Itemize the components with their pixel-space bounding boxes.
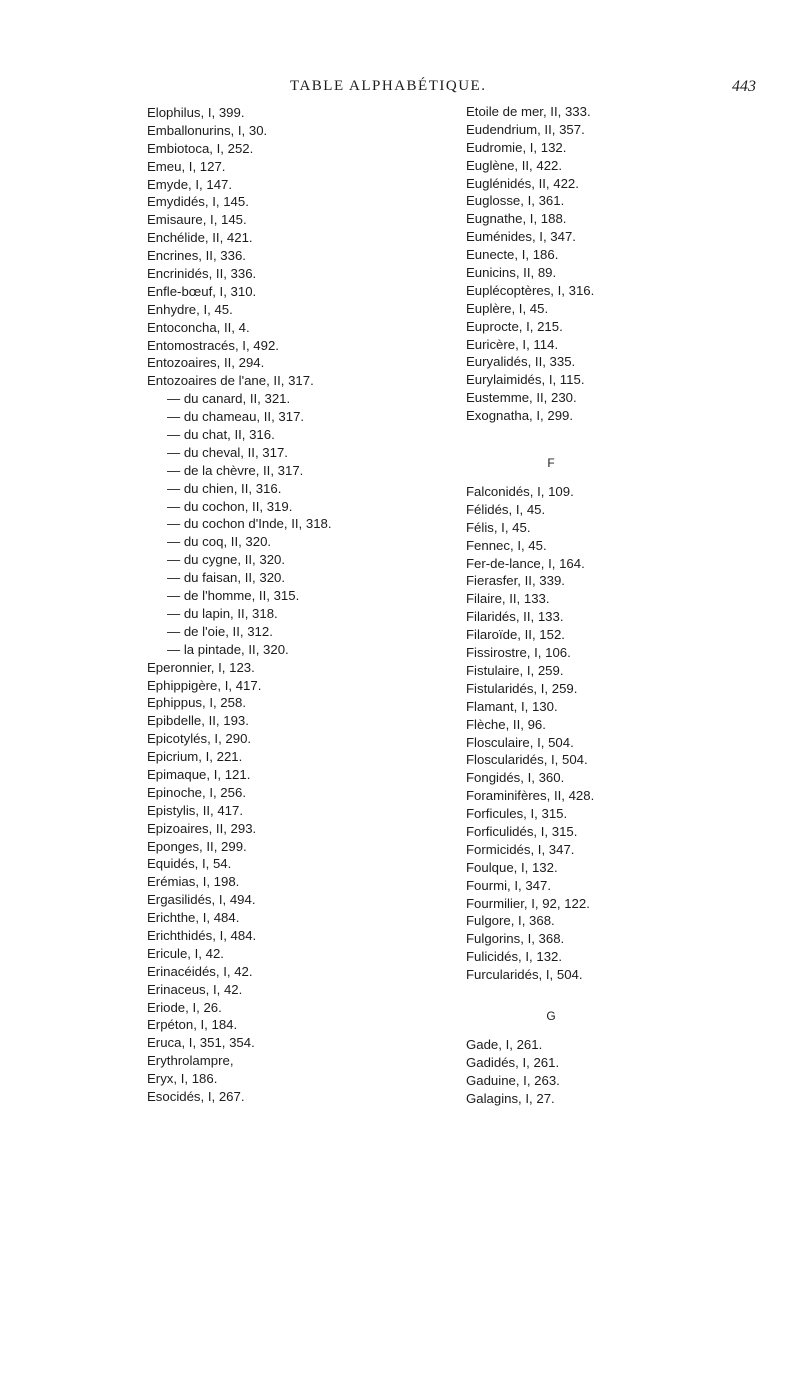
index-entry: Fer-de-lance, I, 164. xyxy=(466,555,585,571)
page-header xyxy=(0,78,800,100)
index-subentry: — la pintade, II, 320. xyxy=(167,641,289,657)
index-entry: Erpéton, I, 184. xyxy=(147,1017,238,1033)
index-entry: Euplère, I, 45. xyxy=(466,300,549,316)
index-entry: Eunicins, II, 89. xyxy=(466,265,557,281)
index-entry: Enfle-bœuf, I, 310. xyxy=(147,283,257,299)
index-entry: Fourmi, I, 347. xyxy=(466,877,552,893)
index-subentry: — de l'oie, II, 312. xyxy=(167,623,273,639)
section-e-entries xyxy=(466,103,636,425)
index-entry: Epistylis, II, 417. xyxy=(147,802,244,818)
index-entry: Ephippus, I, 258. xyxy=(147,695,246,711)
index-entry: Foulque, I, 132. xyxy=(466,859,558,875)
index-entry: Etoile de mer, II, 333. xyxy=(466,104,591,119)
index-entry: Filaire, II, 133. xyxy=(466,591,550,607)
section-g-entries xyxy=(466,1036,636,1108)
index-entry: Félidés, I, 45. xyxy=(466,501,546,517)
index-entry: Euglène, II, 422. xyxy=(466,157,563,173)
index-entry: Emeu, I, 127. xyxy=(147,158,226,174)
index-entry: Ericule, I, 42. xyxy=(147,945,224,961)
index-entry: Flosculaire, I, 504. xyxy=(466,734,574,750)
index-subentry: — du chameau, II, 317. xyxy=(167,409,305,425)
section-f-entries xyxy=(466,483,636,984)
index-entry: Erinacéidés, I, 42. xyxy=(147,963,253,979)
index-entry: Forficules, I, 315. xyxy=(466,806,568,822)
index-entry: Furcularidés, I, 504. xyxy=(466,967,583,983)
index-entry: Fulgore, I, 368. xyxy=(466,913,555,929)
index-entry: Euménides, I, 347. xyxy=(466,229,576,245)
index-entry: Euricère, I, 114. xyxy=(466,336,559,352)
index-entry: Epizoaires, II, 293. xyxy=(147,820,257,836)
index-entry: Entozoaires, II, 294. xyxy=(147,355,265,371)
index-entry: Enhydre, I, 45. xyxy=(147,301,233,317)
index-subentry: — du chat, II, 316. xyxy=(167,427,275,443)
index-entry: Exognatha, I, 299. xyxy=(466,408,574,424)
index-entry: Eurylaimidés, I, 115. xyxy=(466,372,585,388)
index-entry: Epinoche, I, 256. xyxy=(147,784,246,800)
index-entry: Emballonurins, I, 30. xyxy=(147,122,268,138)
index-subentry: — du cochon, II, 319. xyxy=(167,498,293,514)
index-entry: Emyde, I, 147. xyxy=(147,176,233,192)
index-entry: Encrinidés, II, 336. xyxy=(147,266,257,282)
index-entry: Epibdelle, II, 193. xyxy=(147,713,249,729)
index-entry: Gade, I, 261. xyxy=(466,1036,543,1052)
index-entry: Euglénidés, II, 422. xyxy=(466,175,579,191)
index-entry: Euglosse, I, 361. xyxy=(466,193,565,209)
index-entry: Ergasilidés, I, 494. xyxy=(147,892,256,908)
index-entry: Erinaceus, I, 42. xyxy=(147,981,243,997)
index-entry: Fennec, I, 45. xyxy=(466,537,547,553)
index-subentry: — du lapin, II, 318. xyxy=(167,605,278,621)
index-entry: Eperonnier, I, 123. xyxy=(147,659,255,675)
index-entry: Eustemme, II, 230. xyxy=(466,390,577,406)
index-entry: Fissirostre, I, 106. xyxy=(466,645,571,661)
index-subentry: — du chien, II, 316. xyxy=(167,480,282,496)
index-entry: Flèche, II, 96. xyxy=(466,716,546,732)
index-subentry: — du canard, II, 321. xyxy=(167,391,291,407)
index-entry: Equidés, I, 54. xyxy=(147,856,232,872)
index-entry: Gaduine, I, 263. xyxy=(466,1072,560,1088)
index-subentry: — de l'homme, II, 315. xyxy=(167,588,300,604)
index-entry: Epimaque, I, 121. xyxy=(147,766,251,782)
index-entry: Foraminifères, II, 428. xyxy=(466,788,595,804)
index-entry: Erichthidés, I, 484. xyxy=(147,927,257,943)
index-subentry: — de la chèvre, II, 317. xyxy=(167,462,304,478)
index-entry: Filaroïde, II, 152. xyxy=(466,627,565,643)
index-subentry: — du coq, II, 320. xyxy=(167,534,272,550)
index-entry: Floscularidés, I, 504. xyxy=(466,752,588,768)
index-entry: Elophilus, I, 399. xyxy=(147,105,245,120)
index-entry: Galagins, I, 27. xyxy=(466,1090,555,1106)
index-entry: Fourmilier, I, 92, 122. xyxy=(466,895,590,911)
page-number: 443 xyxy=(732,78,756,95)
index-entry: Eponges, II, 299. xyxy=(147,838,247,854)
index-column-left xyxy=(147,104,332,1106)
index-entry: Formicidés, I, 347. xyxy=(466,841,575,857)
index-entry: Euryalidés, II, 335. xyxy=(466,354,576,370)
index-entry: Eriode, I, 26. xyxy=(147,999,222,1015)
index-entry: Euprocte, I, 215. xyxy=(466,318,563,334)
index-entry: Erichthe, I, 484. xyxy=(147,910,240,926)
index-subentry: — du cheval, II, 317. xyxy=(167,444,288,460)
index-entry: Fulicidés, I, 132. xyxy=(466,949,563,965)
index-entry: Fongidés, I, 360. xyxy=(466,770,565,786)
index-entry: Ephippigère, I, 417. xyxy=(147,677,262,693)
index-entry: Entomostracés, I, 492. xyxy=(147,337,279,353)
index-entry: Eugnathe, I, 188. xyxy=(466,211,567,227)
index-entry: Fistulaire, I, 259. xyxy=(466,662,564,678)
section-letter-g: G xyxy=(546,1008,556,1023)
index-entry: Fistularidés, I, 259. xyxy=(466,680,578,696)
index-subentry: — du cygne, II, 320. xyxy=(167,552,286,568)
index-entry: Epicotylés, I, 290. xyxy=(147,731,252,747)
index-entry: Embiotoca, I, 252. xyxy=(147,140,254,156)
index-entry: Fulgorins, I, 368. xyxy=(466,931,565,947)
index-entry: Erémias, I, 198. xyxy=(147,874,240,890)
index-column-right xyxy=(466,103,636,1108)
index-entry: Forficulidés, I, 315. xyxy=(466,823,578,839)
index-subentry: — du cochon d'Inde, II, 318. xyxy=(167,516,332,532)
index-subentry: — du faisan, II, 320. xyxy=(167,570,286,586)
index-entry: Eudromie, I, 132. xyxy=(466,139,567,155)
index-entry: Enchélide, II, 421. xyxy=(147,230,253,246)
index-entry: Falconidés, I, 109. xyxy=(466,484,574,500)
index-entry: Félis, I, 45. xyxy=(466,519,531,535)
index-entry: Eudendrium, II, 357. xyxy=(466,121,585,137)
index-entry: Encrines, II, 336. xyxy=(147,248,246,264)
index-entry: Eryx, I, 186. xyxy=(147,1071,218,1087)
section-letter-f: F xyxy=(547,456,555,471)
index-entry: Epicrium, I, 221. xyxy=(147,749,243,765)
index-entry: Gadidés, I, 261. xyxy=(466,1054,560,1070)
index-entry: Emisaure, I, 145. xyxy=(147,212,247,228)
index-entry: Erythrolampre, xyxy=(147,1053,234,1069)
index-entry: Euplécoptères, I, 316. xyxy=(466,282,595,298)
index-entry: Eruca, I, 351, 354. xyxy=(147,1035,255,1051)
index-entry: Flamant, I, 130. xyxy=(466,698,558,714)
running-title: TABLE ALPHABÉTIQUE. xyxy=(290,78,487,94)
index-entry: Eunecte, I, 186. xyxy=(466,247,559,263)
index-entry: Entozoaires de l'ane, II, 317. xyxy=(147,373,314,389)
index-entry: Filaridés, II, 133. xyxy=(466,609,564,625)
index-entry: Emydidés, I, 145. xyxy=(147,194,249,210)
index-entry: Esocidés, I, 267. xyxy=(147,1088,245,1104)
index-entry: Entoconcha, II, 4. xyxy=(147,319,250,335)
index-entry: Fierasfer, II, 339. xyxy=(466,573,565,589)
